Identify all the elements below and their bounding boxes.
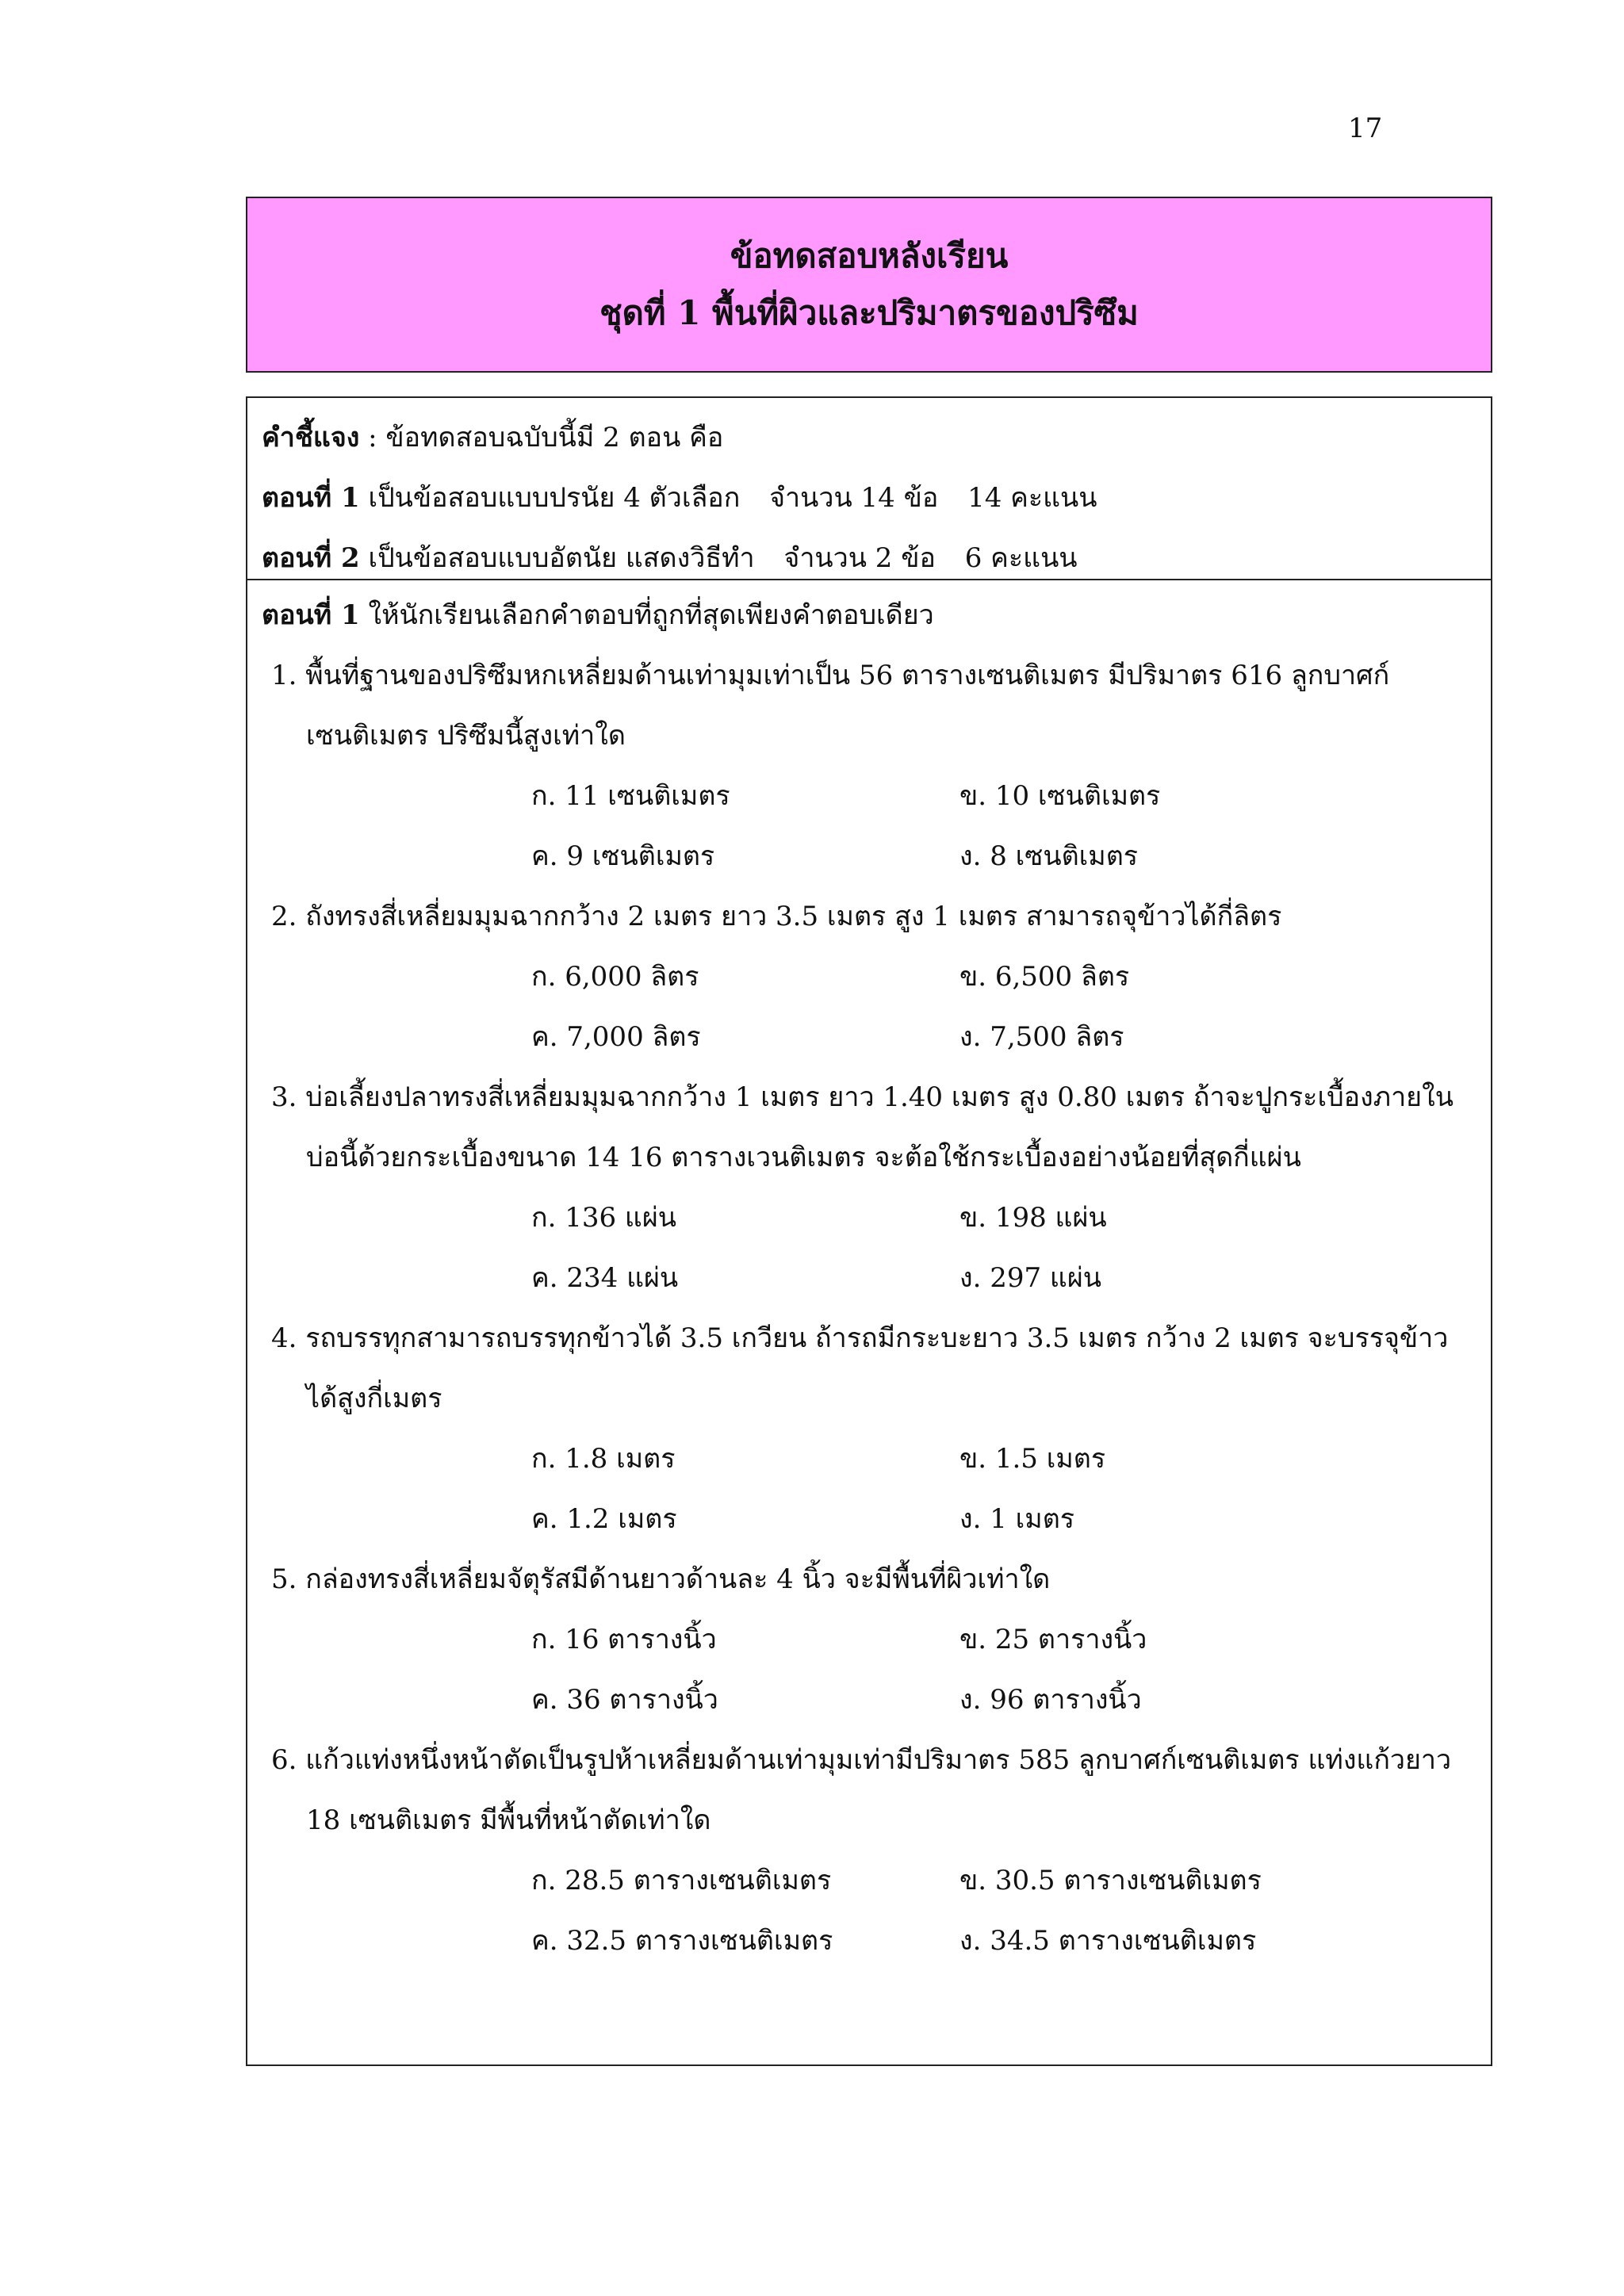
choice-d: ง. 7,500 ลิตร (959, 1021, 1124, 1053)
part2-info-label: ตอนที่ 2 (262, 542, 360, 574)
choice-c: ค. 1.2 เมตร (531, 1503, 677, 1535)
choice-a: ก. 1.8 เมตร (531, 1443, 676, 1475)
instructions-row (262, 408, 1477, 468)
title-box (246, 197, 1492, 373)
part1-label: ตอนที่ 1 (262, 599, 360, 631)
question-3 (262, 1067, 1477, 1308)
part2-info-score: 6 คะแนน (964, 542, 1078, 574)
choice-b: ข. 6,500 ลิตร (959, 961, 1130, 993)
instructions-section (247, 398, 1491, 580)
part2-info-text: เป็นข้อสอบแบบอัตนัย แสดงวิธีทำ (368, 542, 755, 574)
page-number: 17 (1348, 113, 1383, 144)
choice-a: ก. 136 แผ่น (531, 1202, 676, 1234)
part1-info-count: จำนวน 14 ข้อ (769, 482, 939, 514)
choice-c: ค. 7,000 ลิตร (531, 1021, 701, 1053)
question-4 (262, 1308, 1477, 1549)
choice-a: ก. 6,000 ลิตร (531, 961, 699, 993)
question-text: 5. กล่องทรงสี่เหลี่ยมจัตุรัสมีด้านยาวด้านละ 4 นิ้ว จะมีพื้นที่ผิวเท่าใด (271, 1563, 1051, 1595)
part1-heading (262, 585, 1477, 645)
choice-d: ง. 297 แผ่น (959, 1262, 1101, 1294)
part2-info-count: จำนวน 2 ข้อ (783, 542, 936, 574)
part1-info-text: เป็นข้อสอบแบบปรนัย 4 ตัวเลือก (368, 482, 741, 514)
question-2 (262, 886, 1477, 1067)
part2-info-row (262, 528, 1477, 588)
title-line-2: ชุดที่ 1 พื้นที่ผิวและปริมาตรของปริซึม (599, 293, 1139, 332)
choice-a: ก. 11 เซนติเมตร (531, 780, 730, 812)
choice-d: ง. 96 ตารางนิ้ว (959, 1684, 1142, 1716)
choice-d: ง. 8 เซนติเมตร (959, 840, 1139, 872)
choice-b: ข. 10 เซนติเมตร (959, 780, 1161, 812)
title-line-1: ข้อทดสอบหลังเรียน (730, 236, 1009, 275)
choice-c: ค. 9 เซนติเมตร (531, 840, 715, 872)
question-text: 4. รถบรรทุกสามารถบรรทุกข้าวได้ 3.5 เกวียน ถ้ารถมีกระบะยาว 3.5 เมตร กว้าง 2 เมตร จะบรรจุข้าวได้สูงกี่เมตร (271, 1322, 1449, 1414)
question-text: 6. แก้วแท่งหนึ่งหน้าตัดเป็นรูปห้าเหลี่ยมด้านเท่ามุมเท่ามีปริมาตร 585 ลูกบาศก์เซนติเมตร แท่งแก้วยาว 18 เซนติเมตร มีพื้นที่หน้าตัดเท่าใด (271, 1744, 1452, 1836)
question-6 (262, 1730, 1477, 1971)
choice-d: ง. 34.5 ตารางเซนติเมตร (959, 1925, 1257, 1957)
instructions-label: คำชี้แจง (262, 422, 360, 453)
choice-a: ก. 28.5 ตารางเซนติเมตร (531, 1865, 832, 1896)
question-text: 2. ถังทรงสี่เหลี่ยมมุมฉากกว้าง 2 เมตร ยาว 3.5 เมตร สูง 1 เมตร สามารถจุข้าวได้กี่ลิตร (271, 901, 1282, 932)
question-5 (262, 1549, 1477, 1730)
choice-b: ข. 25 ตารางนิ้ว (959, 1624, 1147, 1655)
question-text: 1. พื้นที่ฐานของปริซึมหกเหลี่ยมด้านเท่ามุมเท่าเป็น 56 ตารางเซนติเมตร มีปริมาตร 616 ลูกบาศก์เซนติเมตร ปริซึมนี้สูงเท่าใด (271, 660, 1390, 752)
question-text: 3. บ่อเลี้ยงปลาทรงสี่เหลี่ยมมุมฉากกว้าง 1 เมตร ยาว 1.40 เมตร สูง 0.80 เมตร ถ้าจะปูกระเบื้องภายในบ่อนี้ด้วยกระเบื้องขนาด 14 16 ตารางเวนติเมตร จะต้อใช้กระเบื้องอย่างน้อยที่สุดกี่แผ่น (271, 1081, 1454, 1173)
choice-b: ข. 198 แผ่น (959, 1202, 1107, 1234)
choice-c: ค. 36 ตารางนิ้ว (531, 1684, 718, 1716)
choice-b: ข. 30.5 ตารางเซนติเมตร (959, 1865, 1262, 1896)
part1-section (247, 585, 1491, 1971)
choice-b: ข. 1.5 เมตร (959, 1443, 1106, 1475)
part1-info-label: ตอนที่ 1 (262, 482, 360, 514)
part1-text: ให้นักเรียนเลือกคำตอบที่ถูกที่สุดเพียงคำตอบเดียว (368, 599, 934, 631)
choice-d: ง. 1 เมตร (959, 1503, 1075, 1535)
question-1 (262, 645, 1477, 886)
exam-box (246, 396, 1492, 2066)
choice-c: ค. 234 แผ่น (531, 1262, 679, 1294)
part1-info-row (262, 468, 1477, 528)
part1-info-score: 14 คะแนน (967, 482, 1097, 514)
instructions-text: : ข้อทดสอบฉบับนี้มี 2 ตอน คือ (368, 422, 724, 453)
choice-c: ค. 32.5 ตารางเซนติเมตร (531, 1925, 833, 1957)
choice-a: ก. 16 ตารางนิ้ว (531, 1624, 717, 1655)
